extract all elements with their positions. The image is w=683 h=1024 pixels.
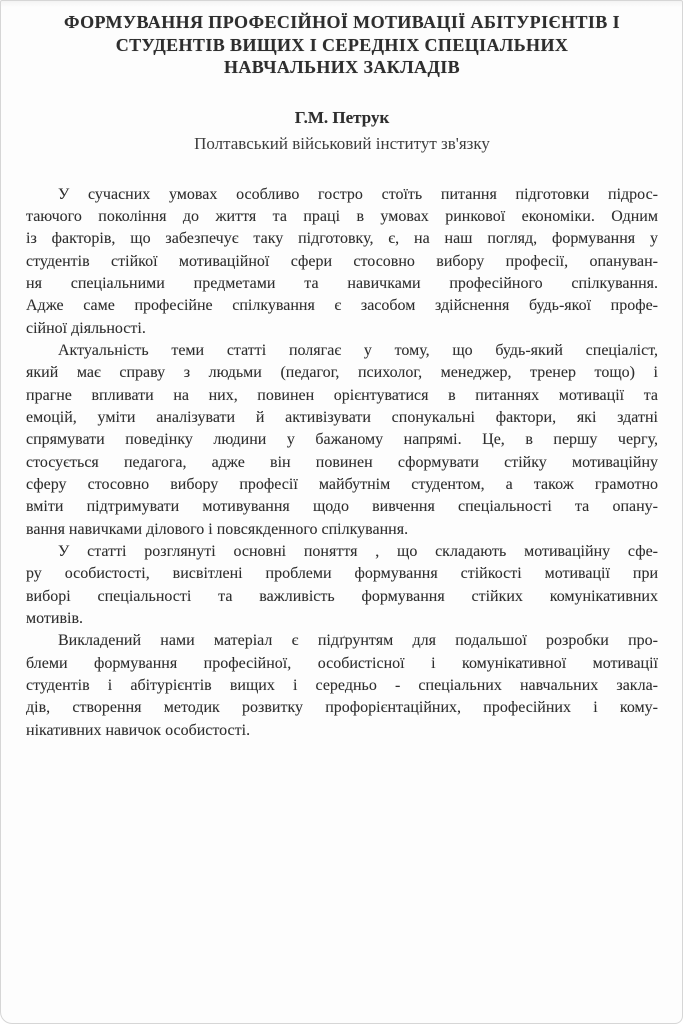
text-line: сферу стосовно вибору професії майбутнім студентом, а також грамотно [26,475,658,493]
paragraph [26,340,658,541]
article-affiliation: Полтавський військовий інститут зв'язку [194,133,490,153]
text-line: прагне впливати на них, повинен орієнтуватися в питаннях мотивації та [26,386,658,404]
article-body [26,184,658,743]
text-line: таючого покоління до життя та праці в умовах ринкової економіки. Одним [26,207,658,225]
text-line: ру особистості, висвітлені проблеми формування стійкості мотивації при [26,565,658,583]
paragraph [26,541,658,630]
article-title [26,11,658,79]
title-line: НАВЧАЛЬНИХ ЗАКЛАДІВ [223,57,461,77]
text-line: який має справу з людьми (педагог, психолог, менеджер, тренер тощо) і [26,364,658,382]
text-line: блеми формування професійної, особистісної і комунікативної мотивації [26,654,658,672]
paragraph [26,184,658,340]
text-line: Актуальність теми статті полягає у тому, що будь-який спеціаліст, [58,341,658,359]
text-line: сійної діяльності. [26,319,146,337]
text-line: нікативних навичок особистості. [26,721,251,739]
text-line: емоцій, уміти аналізувати й активізувати спонукальні фактори, які здатні [26,408,658,426]
text-line: мотивів. [26,610,84,628]
text-line: спрямувати поведінку людини у бажаному напрямі. Це, в першу чергу, [26,431,658,449]
article-author: Г.М. Петрук [294,107,390,127]
text-line: Адже саме професійне спілкування є засобом здійснення будь-якої профе- [26,297,658,315]
text-line: У статті розглянуті основні поняття , що складають мотиваційну сфе- [58,543,658,560]
text-line: виборі спеціальності та важливість формування стійких комунікативних [26,587,658,605]
title-line: СТУДЕНТІВ ВИЩИХ І СЕРЕДНІХ СПЕЦІАЛЬНИХ [115,34,569,55]
text-line: У сучасних умовах особливо гостро стоїть питання підготовки підрос- [58,185,658,203]
text-line: вміти підтримувати мотивування щодо вивчення спеціальності та опану- [26,498,658,516]
text-line: стосується педагога, адже він повинен сформувати стійку мотиваційну [26,453,658,471]
text-line: дів, створення методик розвитку профорієнтаційних, професійних і кому- [26,699,658,717]
text-line: ня спеціальними предметами та навичками професійного спілкування. [26,274,658,292]
article-header [26,11,658,154]
text-line: вання навичками ділового і повсякденного спілкування. [26,520,409,538]
text-line: студентів і абітурієнтів вищих і середньо - спеціальних навчальних закла- [26,677,658,695]
text-line: із факторів, що забезпечує таку підготовку, є, на наш погляд, формування у [26,230,658,248]
paragraph [26,630,658,742]
title-line: ФОРМУВАННЯ ПРОФЕСІЙНОЇ МОТИВАЦІЇ АБІТУРІЄНТІВ І [63,12,621,32]
text-line: студентів стійкої мотиваційної сфери стосовно вибору професії, опануван- [26,252,658,270]
text-line: Викладений нами матеріал є підґрунтям для подальшої розробки про- [58,632,658,650]
